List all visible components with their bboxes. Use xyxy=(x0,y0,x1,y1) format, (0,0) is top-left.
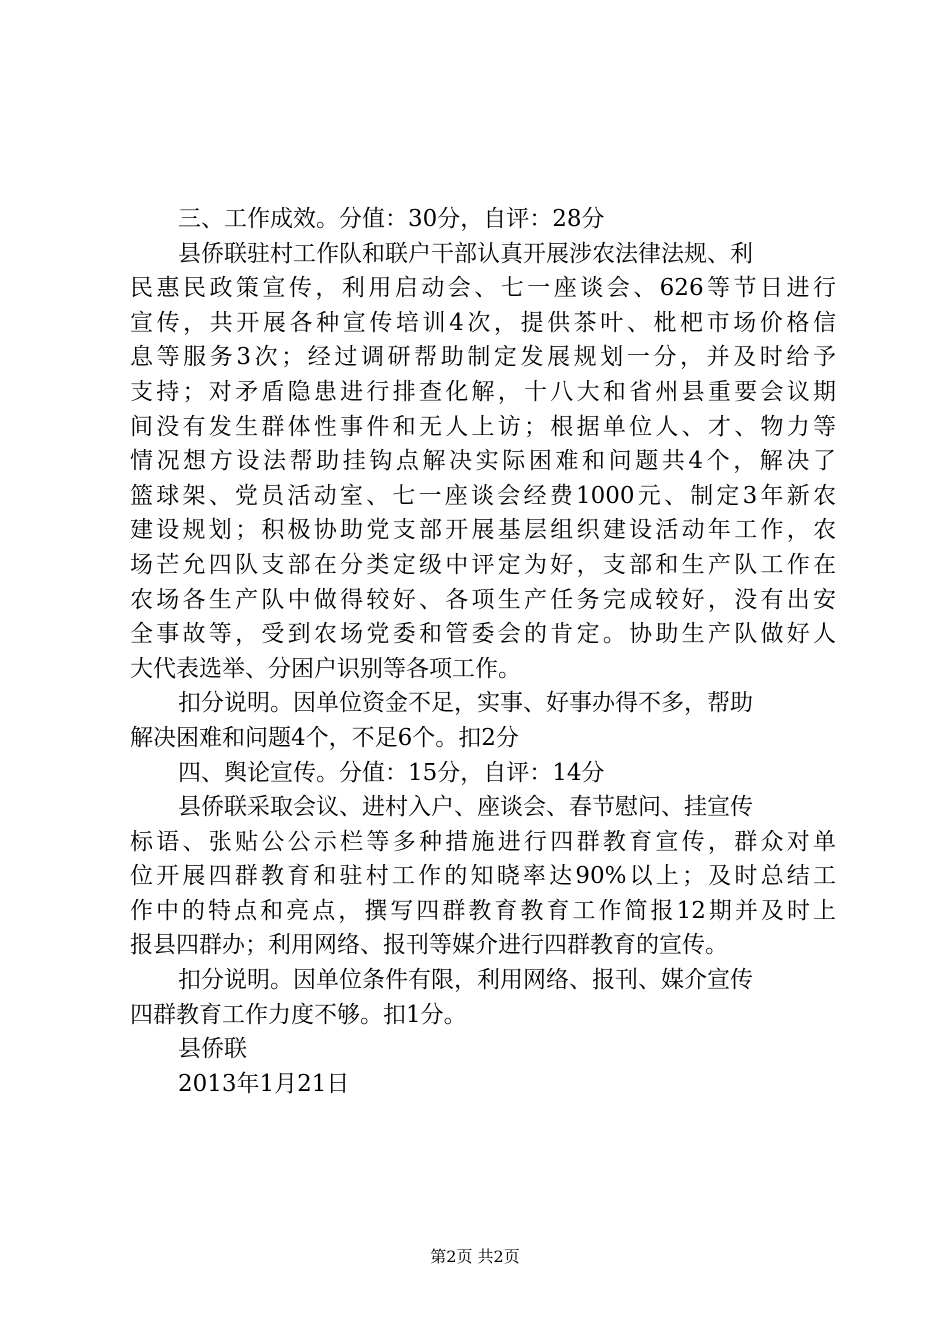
paragraph-line: 县侨联驻村工作队和联户干部认真开展涉农法律法规、利 xyxy=(178,240,753,267)
paragraph-line: 县侨联采取会议、进村入户、座谈会、春节慰问、挂宣传 xyxy=(178,794,753,821)
page-footer: 第2页 共2页 xyxy=(430,1247,520,1266)
paragraph xyxy=(130,237,836,687)
paragraph xyxy=(130,1032,836,1067)
paragraph-line: 宣传，共开展各种宣传培训4次，提供茶叶、枇杷市场价格信 xyxy=(130,309,836,336)
paragraph-line: 县侨联 xyxy=(178,1036,247,1063)
paragraph xyxy=(130,963,836,1032)
paragraph-line: 标语、张贴公公示栏等多种措施进行四群教育宣传，群众对单 xyxy=(130,828,836,855)
paragraph-line: 民惠民政策宣传，利用启动会、七一座谈会、626等节日进行 xyxy=(130,275,836,302)
paragraph-line: 全事故等，受到农场党委和管委会的肯定。协助生产队做好人 xyxy=(130,621,836,648)
paragraph-line: 扣分说明。因单位条件有限，利用网络、报刊、媒介宣传 xyxy=(178,967,753,994)
paragraph-line: 支持；对矛盾隐患进行排查化解，十八大和省州县重要会议期 xyxy=(130,378,836,405)
paragraph-line: 情况想方设法帮助挂钩点解决实际困难和问题共4个，解决了 xyxy=(130,448,836,475)
paragraph-line: 2013年1月21日 xyxy=(178,1070,350,1097)
paragraph-line: 四、舆论宣传。分值：15分，自评：14分 xyxy=(178,759,605,786)
paragraph-line: 间没有发生群体性事件和无人上访；根据单位人、才、物力等 xyxy=(130,413,836,440)
paragraph-line: 大代表选举、分困户识别等各项工作。 xyxy=(130,655,521,682)
paragraph xyxy=(130,756,836,791)
paragraph-line: 四群教育工作力度不够。扣1分。 xyxy=(130,1001,467,1028)
paragraph-line: 篮球架、党员活动室、七一座谈会经费1000元、制定3年新农 xyxy=(130,482,836,509)
paragraph-line: 报县四群办；利用网络、报刊等媒介进行四群教育的宣传。 xyxy=(130,932,728,959)
paragraph-line: 位开展四群教育和驻村工作的知晓率达90%以上；及时总结工 xyxy=(130,863,836,890)
paragraph-line: 场芒允四队支部在分类定级中评定为好，支部和生产队工作在 xyxy=(130,551,836,578)
paragraph-line: 农场各生产队中做得较好、各项生产任务完成较好，没有出安 xyxy=(130,586,836,613)
paragraph-line: 解决困难和问题4个，不足6个。扣2分 xyxy=(130,724,519,751)
paragraph-line: 息等服务3次；经过调研帮助制定发展规划一分，并及时给予 xyxy=(130,344,836,371)
paragraph-line: 作中的特点和亮点，撰写四群教育教育工作简报12期并及时上 xyxy=(130,897,836,924)
paragraph xyxy=(130,202,836,237)
paragraph xyxy=(130,790,836,963)
paragraph-line: 三、工作成效。分值：30分，自评：28分 xyxy=(178,206,605,232)
paragraph xyxy=(130,1067,836,1102)
paragraph xyxy=(130,686,836,755)
paragraph-line: 扣分说明。因单位资金不足，实事、好事办得不多，帮助 xyxy=(178,690,753,717)
paragraph-line: 建设规划；积极协助党支部开展基层组织建设活动年工作，农 xyxy=(130,517,836,544)
document-body xyxy=(130,202,836,1101)
